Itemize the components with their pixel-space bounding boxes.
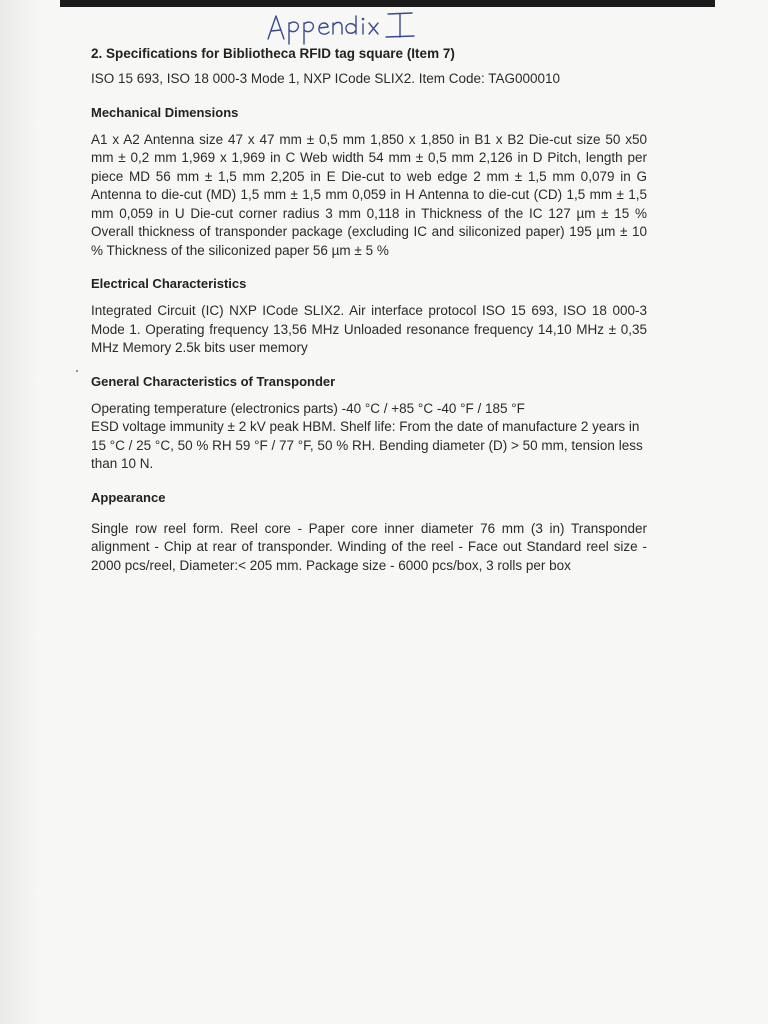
appearance-text: Single row reel form. Reel core - Paper core inner diameter 76 mm (3 in) Transponder alignment - Chip at rear of transponder. Winding of the reel - Face out Standard reel size - 2000 pcs/reel, Diameter:< 205 mm. Package size - 6000 pcs/box, 3 rolls per box bbox=[91, 520, 647, 573]
mechanical-dimensions-text: A1 x A2 Antenna size 47 x 47 mm ± 0,5 mm 1,850 x 1,850 in B1 x B2 Die-cut size 50 x50 mm ± 0,2 mm 1,969 x 1,969 in C Web width 54 mm ± 0,5 mm 2,126 in D Pitch, length per piece MD 56 mm ± 1,5 mm 2,205 in E Die-cut to web edge 2 mm ± 1,5 mm 0,079 in G Antenna to die-cut (MD) 1,5 mm ± 1,5 mm 0,059 in H Antenna to die-cut (CD) 1,5 mm ± 1,5 mm 0,059 in U Die-cut corner radius 3 mm 0,118 in Thickness of the IC 127 µm ± 15 % Overall thickness of transponder package (excluding IC and siliconized paper) 195 µm ± 10 % Thickness of the siliconized paper 56 µm ± 5 % bbox=[91, 131, 647, 258]
handwritten-appendix-heading bbox=[262, 6, 502, 46]
standards-line: ISO 15 693, ISO 18 000-3 Mode 1, NXP ICode SLIX2. Item Code: TAG000010 bbox=[91, 71, 561, 86]
scan-speck bbox=[76, 370, 78, 372]
document-body bbox=[91, 44, 647, 575]
electrical-characteristics-text: Integrated Circuit (IC) NXP ICode SLIX2. Air interface protocol ISO 15 693, ISO 18 000-3 Mode 1. Operating frequency 13,56 MHz Unloaded resonance frequency 14,10 MHz ± 0,35 MHz Memory 2.5k bits user memory bbox=[91, 303, 647, 355]
operating-temperature-line: Operating temperature (electronics parts) -40 °C / +85 °C -40 °F / 185 °F bbox=[91, 400, 525, 416]
mechanical-dimensions-heading: Mechanical Dimensions bbox=[91, 104, 239, 120]
page-edge-shadow bbox=[0, 0, 40, 1024]
electrical-characteristics-heading: Electrical Characteristics bbox=[91, 276, 247, 291]
appearance-heading: Appearance bbox=[91, 489, 166, 505]
esd-shelf-life-text: ESD voltage immunity ± 2 kV peak HBM. Shelf life: From the date of manufacture 2 years in 15 °C / 25 °C, 50 % RH 59 °F / 77 °F, 50 % RH. Bending diameter (D) > 50 mm, tension less than 10 N. bbox=[91, 419, 643, 471]
spec-title: 2. Specifications for Bibliotheca RFID tag square (Item 7) bbox=[91, 46, 455, 61]
general-characteristics-heading: General Characteristics of Transponder bbox=[91, 373, 336, 389]
